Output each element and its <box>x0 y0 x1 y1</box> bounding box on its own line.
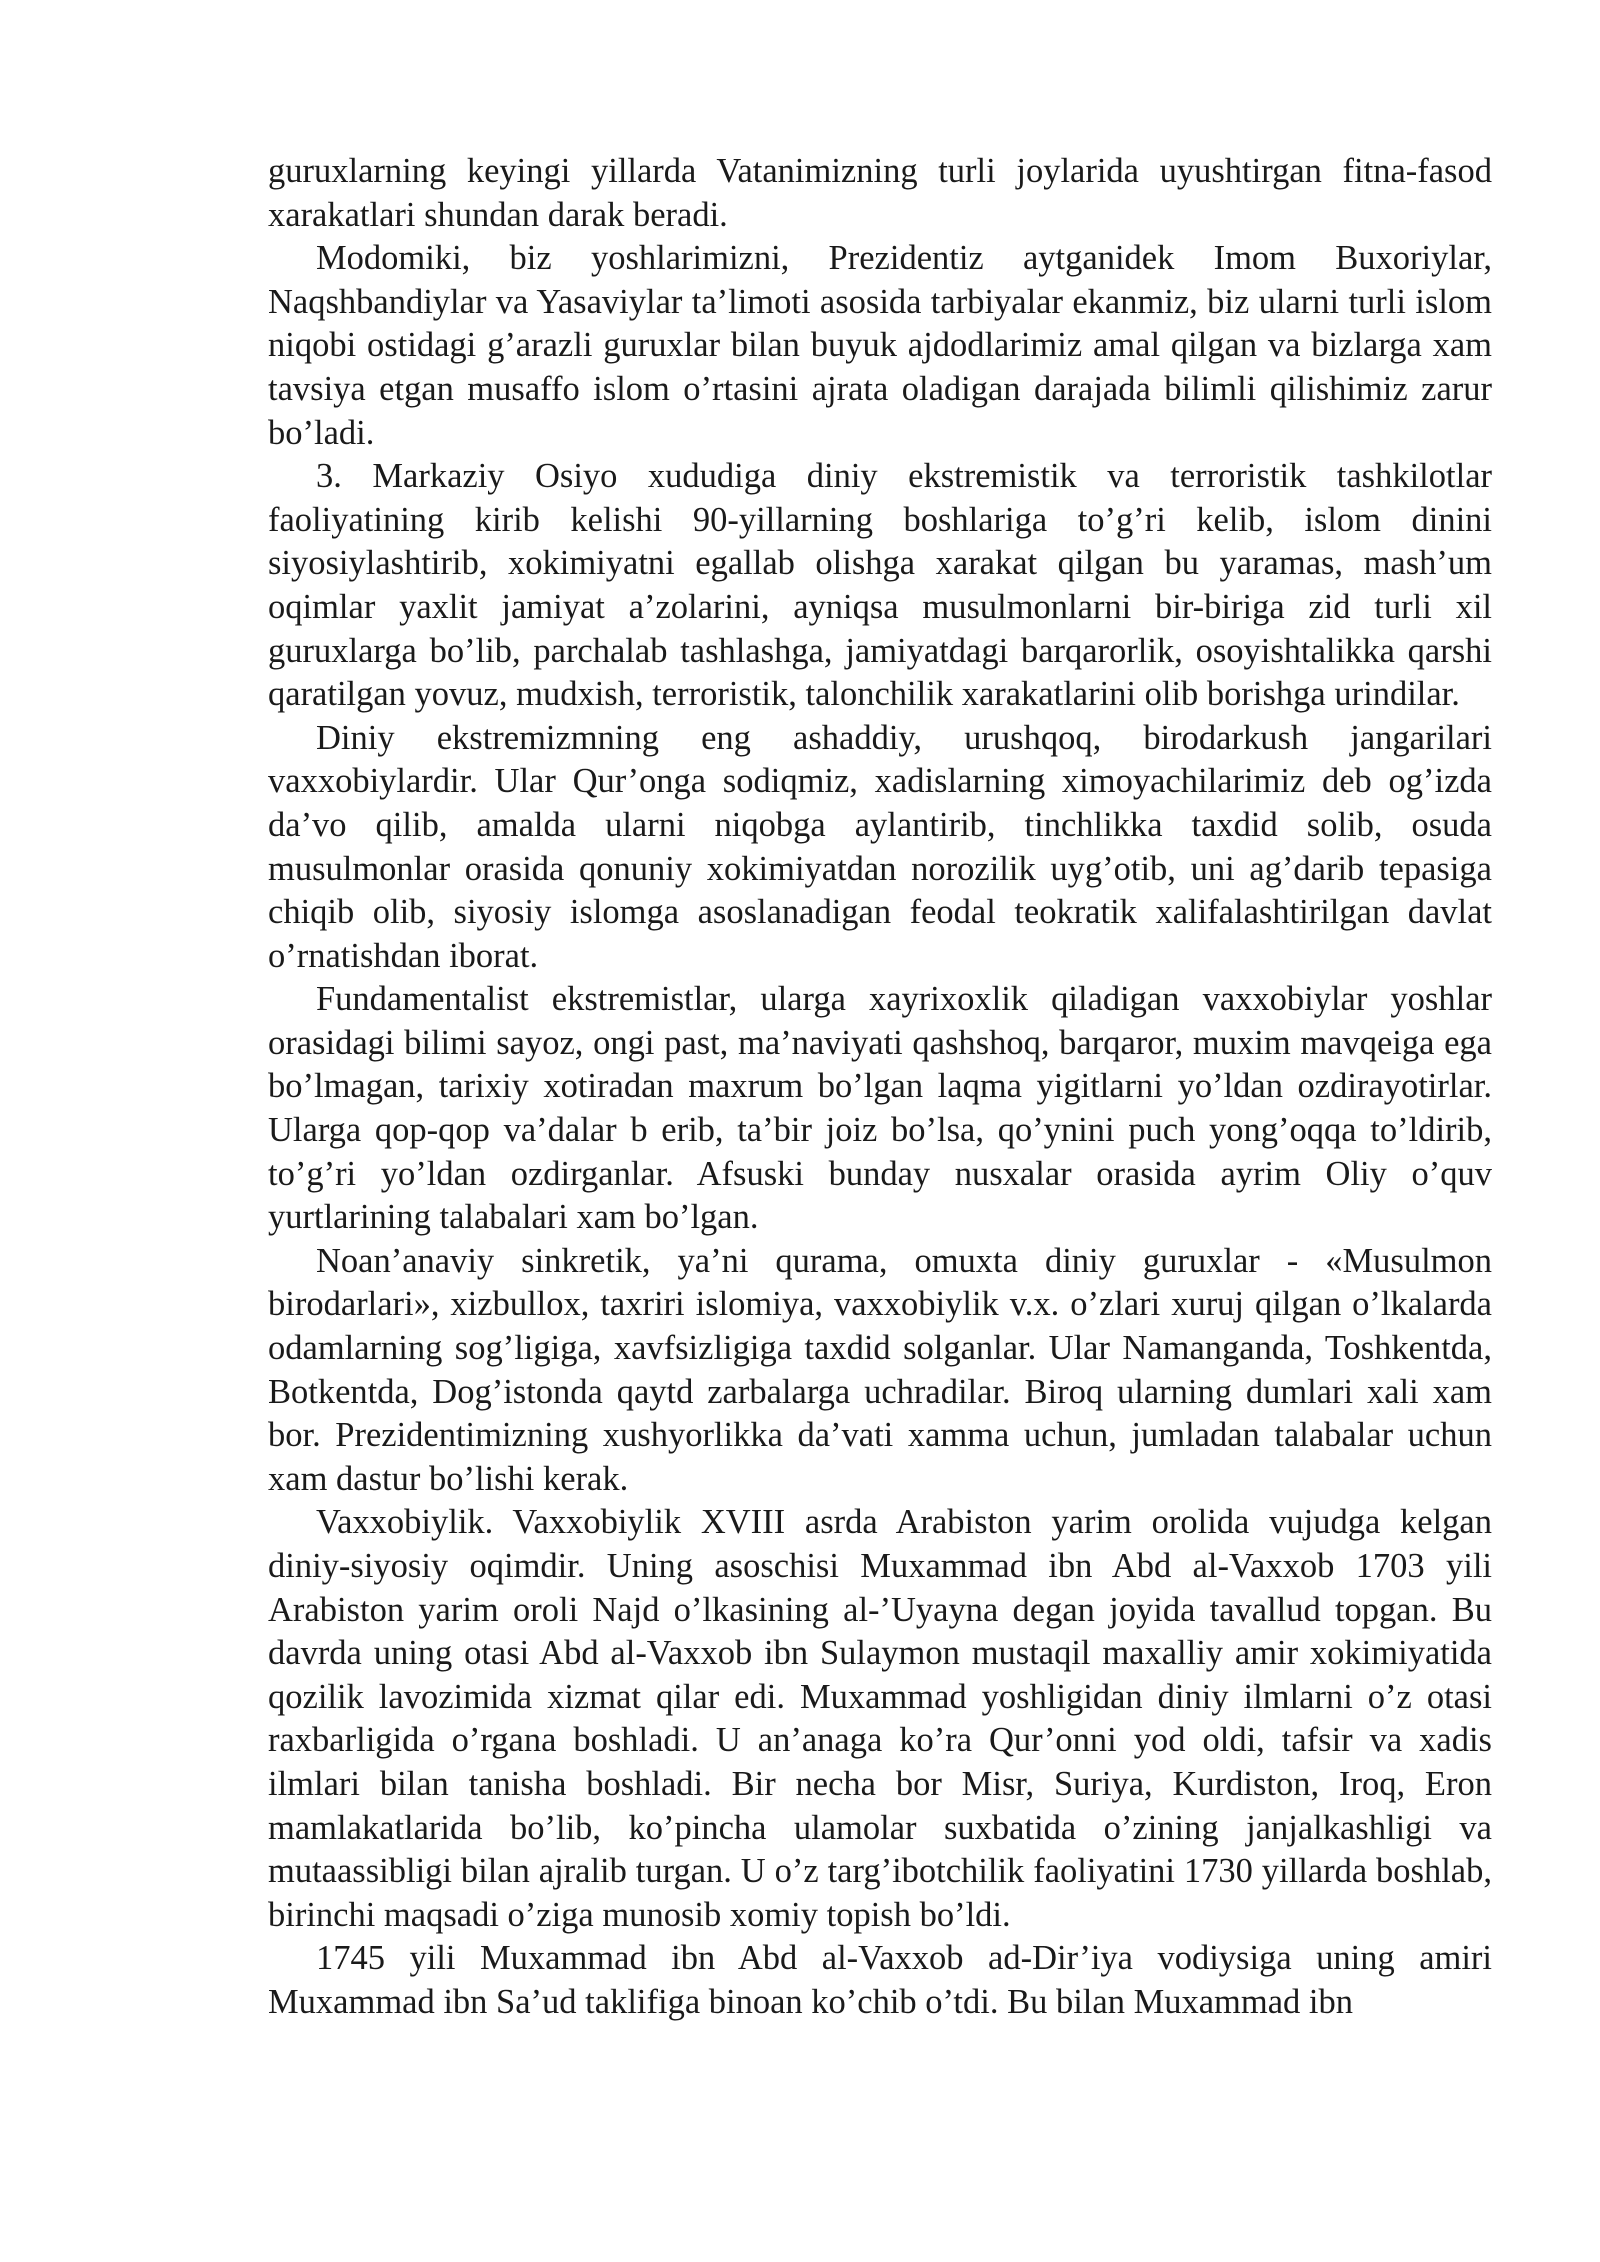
paragraph: Noan’anaviy sinkretik, ya’ni qurama, omuxta diniy guruxlar - «Musulmon birodarlari», xizbullox, taxriri islomiya, vaxxobiylik v.x. o’zlari xuruj qilgan o’lkalarda odamlarning sog’ligiga, xavfsizligiga taxdid solganlar. Ular Namanganda, Toshkentda, Botkentda, Dog’istonda qaytd zarbalarga uchradilar. Biroq ularning dumlari xali xam bor. Prezidentimizning xushyorlikka da’vati xamma uchun, jumladan talabalar uchun xam dastur bo’lishi kerak. <box>268 1241 1492 1498</box>
document-page <box>268 150 1492 2025</box>
paragraph: Modomiki, biz yoshlarimizni, Prezidentiz aytganidek Imom Buxoriylar, Naqshbandiylar va Yasaviylar ta’limoti asosida tarbiyalar ekanmiz, biz ularni turli islom niqobi ostidagi g’arazli guruxlar bilan buyuk ajdodlarimiz amal qilgan va bizlarga xam tavsiya etgan musaffo islom o’rtasini ajrata oladigan darajada bilimli qilishimiz zarur bo’ladi. <box>268 239 1492 452</box>
paragraph: Vaxxobiylik. Vaxxobiylik XVIII asrda Arabiston yarim orolida vujudga kelgan diniy-siyosiy oqimdir. Uning asoschisi Muxammad ibn Abd al-Vaxxob 1703 yili Arabiston yarim oroli Najd o’lkasining al-’Uyayna degan joyida tavallud topgan. Bu davrda uning otasi Abd al-Vaxxob ibn Sulaymon mustaqil maxalliy amir xokimiyatida qozilik lavozimida xizmat qilar edi. Muxammad yoshligidan diniy ilmlarni o’z otasi raxbarligida o’rgana boshladi. U an’anaga ko’ra Qur’onni yod oldi, tafsir va xadis ilmlari bilan tanisha boshladi. Bir necha bor Misr, Suriya, Kurdiston, Iroq, Eron mamlakatlarida bo’lib, ko’pincha ulamolar suxbatida o’zining janjalkashligi va mutaassibligi bilan ajralib turgan. U o’z targ’ibotchilik faoliyatini 1730 yillarda boshlab, birinchi maqsadi o’ziga munosib xomiy topish bo’ldi. <box>268 1503 1492 1934</box>
paragraph: 3. Markaziy Osiyo xududiga diniy ekstremistik va terroristik tashkilotlar faoliyatining kirib kelishi 90-yillarning boshlariga to’g’ri kelib, islom dinini siyosiylashtirib, xokimiyatni egallab olishga xarakat qilgan bu yaramas, mash’um oqimlar yaxlit jamiyat a’zolarini, ayniqsa musulmonlarni bir-biriga zid turli xil guruxlarga bo’lib, parchalab tashlashga, jamiyatdagi barqarorlik, osoyishtalikka qarshi qaratilgan yovuz, mudxish, terroristik, talonchilik xarakatlarini olib borishga urindilar. <box>268 457 1492 714</box>
paragraph: Diniy ekstremizmning eng ashaddiy, urushqoq, birodarkush jangarilari vaxxobiylardir. Ular Qur’onga sodiqmiz, xadislarning ximoyachilarimiz deb og’izda da’vo qilib, amalda ularni niqobga aylantirib, tinchlikka taxdid solib, osuda musulmonlar orasida qonuniy xokimiyatdan norozilik uyg’otib, uni ag’darib tepasiga chiqib olib, siyosiy islomga asoslanadigan feodal teokratik xalifalashtirilgan davlat o’rnatishdan iborat. <box>268 718 1492 975</box>
paragraph: Fundamentalist ekstremistlar, ularga xayrixoxlik qiladigan vaxxobiylar yoshlar orasidagi bilimi sayoz, ongi past, ma’naviyati qashshoq, barqaror, muxim mavqeiga ega bo’lmagan, tarixiy xotiradan maxrum bo’lgan laqma yigitlarni yo’ldan ozdirayotirlar. Ularga qop-qop va’dalar b erib, ta’bir joiz bo’lsa, qo’ynini puch yong’oqqa to’ldirib, to’g’ri yo’ldan ozdirganlar. Afsuski bunday nusxalar orasida ayrim Oliy o’quv yurtlarining talabalari xam bo’lgan. <box>268 980 1492 1237</box>
paragraph-continued: guruxlarning keyingi yillarda Vatanimizning turli joylarida uyushtirgan fitna-fasod xarakatlari shundan darak beradi. <box>268 152 1492 234</box>
paragraph: 1745 yili Muxammad ibn Abd al-Vaxxob ad-Dir’iya vodiysiga uning amiri Muxammad ibn Sa’ud taklifiga binoan ko’chib o’tdi. Bu bilan Muxammad ibn <box>268 1939 1492 2021</box>
